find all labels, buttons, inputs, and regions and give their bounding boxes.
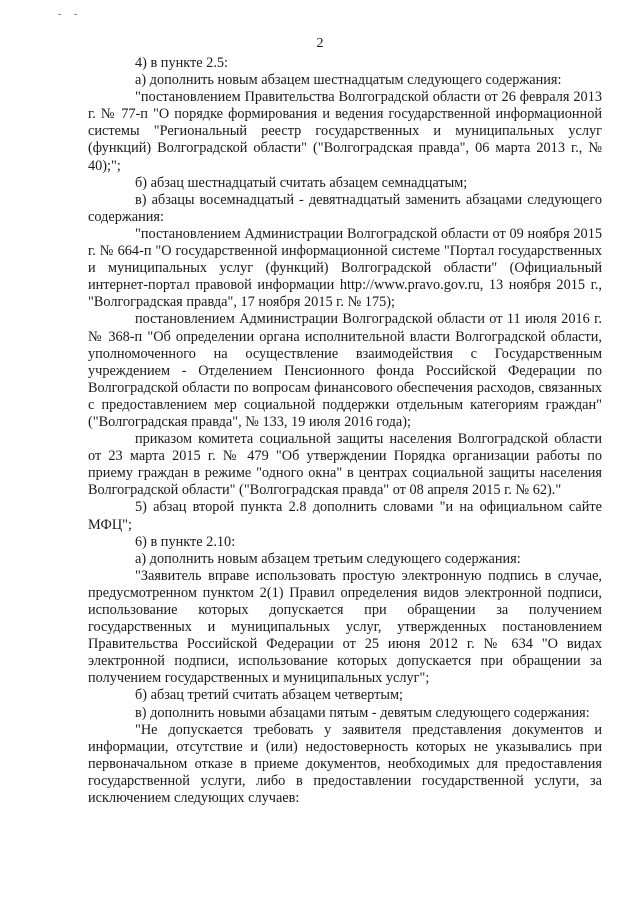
paragraph-quote-not-allowed: "Не допускается требовать у заявителя представления документов и информации, отсутствие и (или) недостоверность которых не указывались при первоначальном отказе в приеме документов, необходимых для предоставления государственной услуги, либо в предоставлении государственной услуги, за исключением следующих случаев: — [88, 721, 602, 807]
paragraph-order-479: приказом комитета социальной защиты населения Волгоградской области от 23 марта 2015 г. № 479 "Об утверждении Порядка организации работы по приему граждан в режиме "одного окна" в центрах социальной защиты населения Волгоградской области" ("Волгоградская правда" от 08 апреля 2015 г. № 62)." — [88, 431, 602, 499]
paragraph-quote-electronic-signature: "Заявитель вправе использовать простую электронную подпись в случае, предусмотренном пунктом 2(1) Правил определения видов электронной подписи, использование которых допускается при обращении за получением государственных и муниципальных услуг, утвержденных постановлением Правительства Российской Федерации от 25 июня 2012 г. № 634 "О видах электронной подписи, использование которых допускается при обращении за получением государственных и муниципальных услуг"; — [88, 567, 602, 687]
paragraph-resolution-368p: постановлением Администрации Волгоградской области от 11 июля 2016 г. № 368-п "Об определении органа исполнительной власти Волгоградской области, уполномоченного на осуществление взаимодействия с Государственным учреждением - Отделением Пенсионного фонда Российской Федерации по Волгоградской области по вопросам финансового обеспечения расходов, связанных с предоставлением мер социальной поддержки отдельным категориям граждан" ("Волгоградская правда", № 133, 19 июля 2016 года); — [88, 311, 602, 430]
scan-mark — [58, 14, 61, 15]
scan-mark — [74, 14, 77, 15]
paragraph-item-4: 4) в пункте 2.5: — [135, 55, 229, 71]
paragraph-subitem-v: в) абзацы восемнадцатый - девятнадцатый заменить абзацами следующего содержания: — [88, 191, 602, 225]
page-number: 2 — [316, 36, 324, 51]
paragraph-quote-resolution-77p: "постановлением Правительства Волгоградской области от 26 февраля 2013 г. № 77-п "О порядке формирования и ведения государственной информационной системы "Региональный реестр государственных и муниципальных услуг (функций) Волгоградской области" ("Волгоградская правда", 06 марта 2013 г., № 40);"; — [88, 89, 602, 174]
paragraph-item-5: 5) абзац второй пункта 2.8 дополнить словами "и на официальном сайте МФЦ"; — [88, 499, 602, 533]
paragraph-subitem-a: а) дополнить новым абзацем шестнадцатым следующего содержания: — [135, 72, 562, 89]
paragraph-subitem-a-2: а) дополнить новым абзацем третьим следующего содержания: — [135, 550, 521, 567]
paragraph-quote-resolution-664p: "постановлением Администрации Волгоградской области от 09 ноября 2015 г. № 664-п "О государственной информационной системе "Портал государственных и муниципальных услуг (функций) Волгоградской области" (Официальный интернет-портал правовой информации http://www.pravo.gov.ru, 13 ноября 2015 г., "Волгоградская правда", 17 ноября 2015 г. № 175); — [88, 225, 602, 311]
paragraph-subitem-b-2: б) абзац третий считать абзацем четвертым; — [135, 687, 403, 704]
paragraph-subitem-v-2: в) дополнить новыми абзацами пятым - девятым следующего содержания: — [135, 704, 590, 721]
document-body — [88, 55, 602, 807]
paragraph-subitem-b: б) абзац шестнадцатый считать абзацем семнадцатым; — [135, 174, 468, 191]
paragraph-item-6: 6) в пункте 2.10: — [135, 533, 236, 550]
